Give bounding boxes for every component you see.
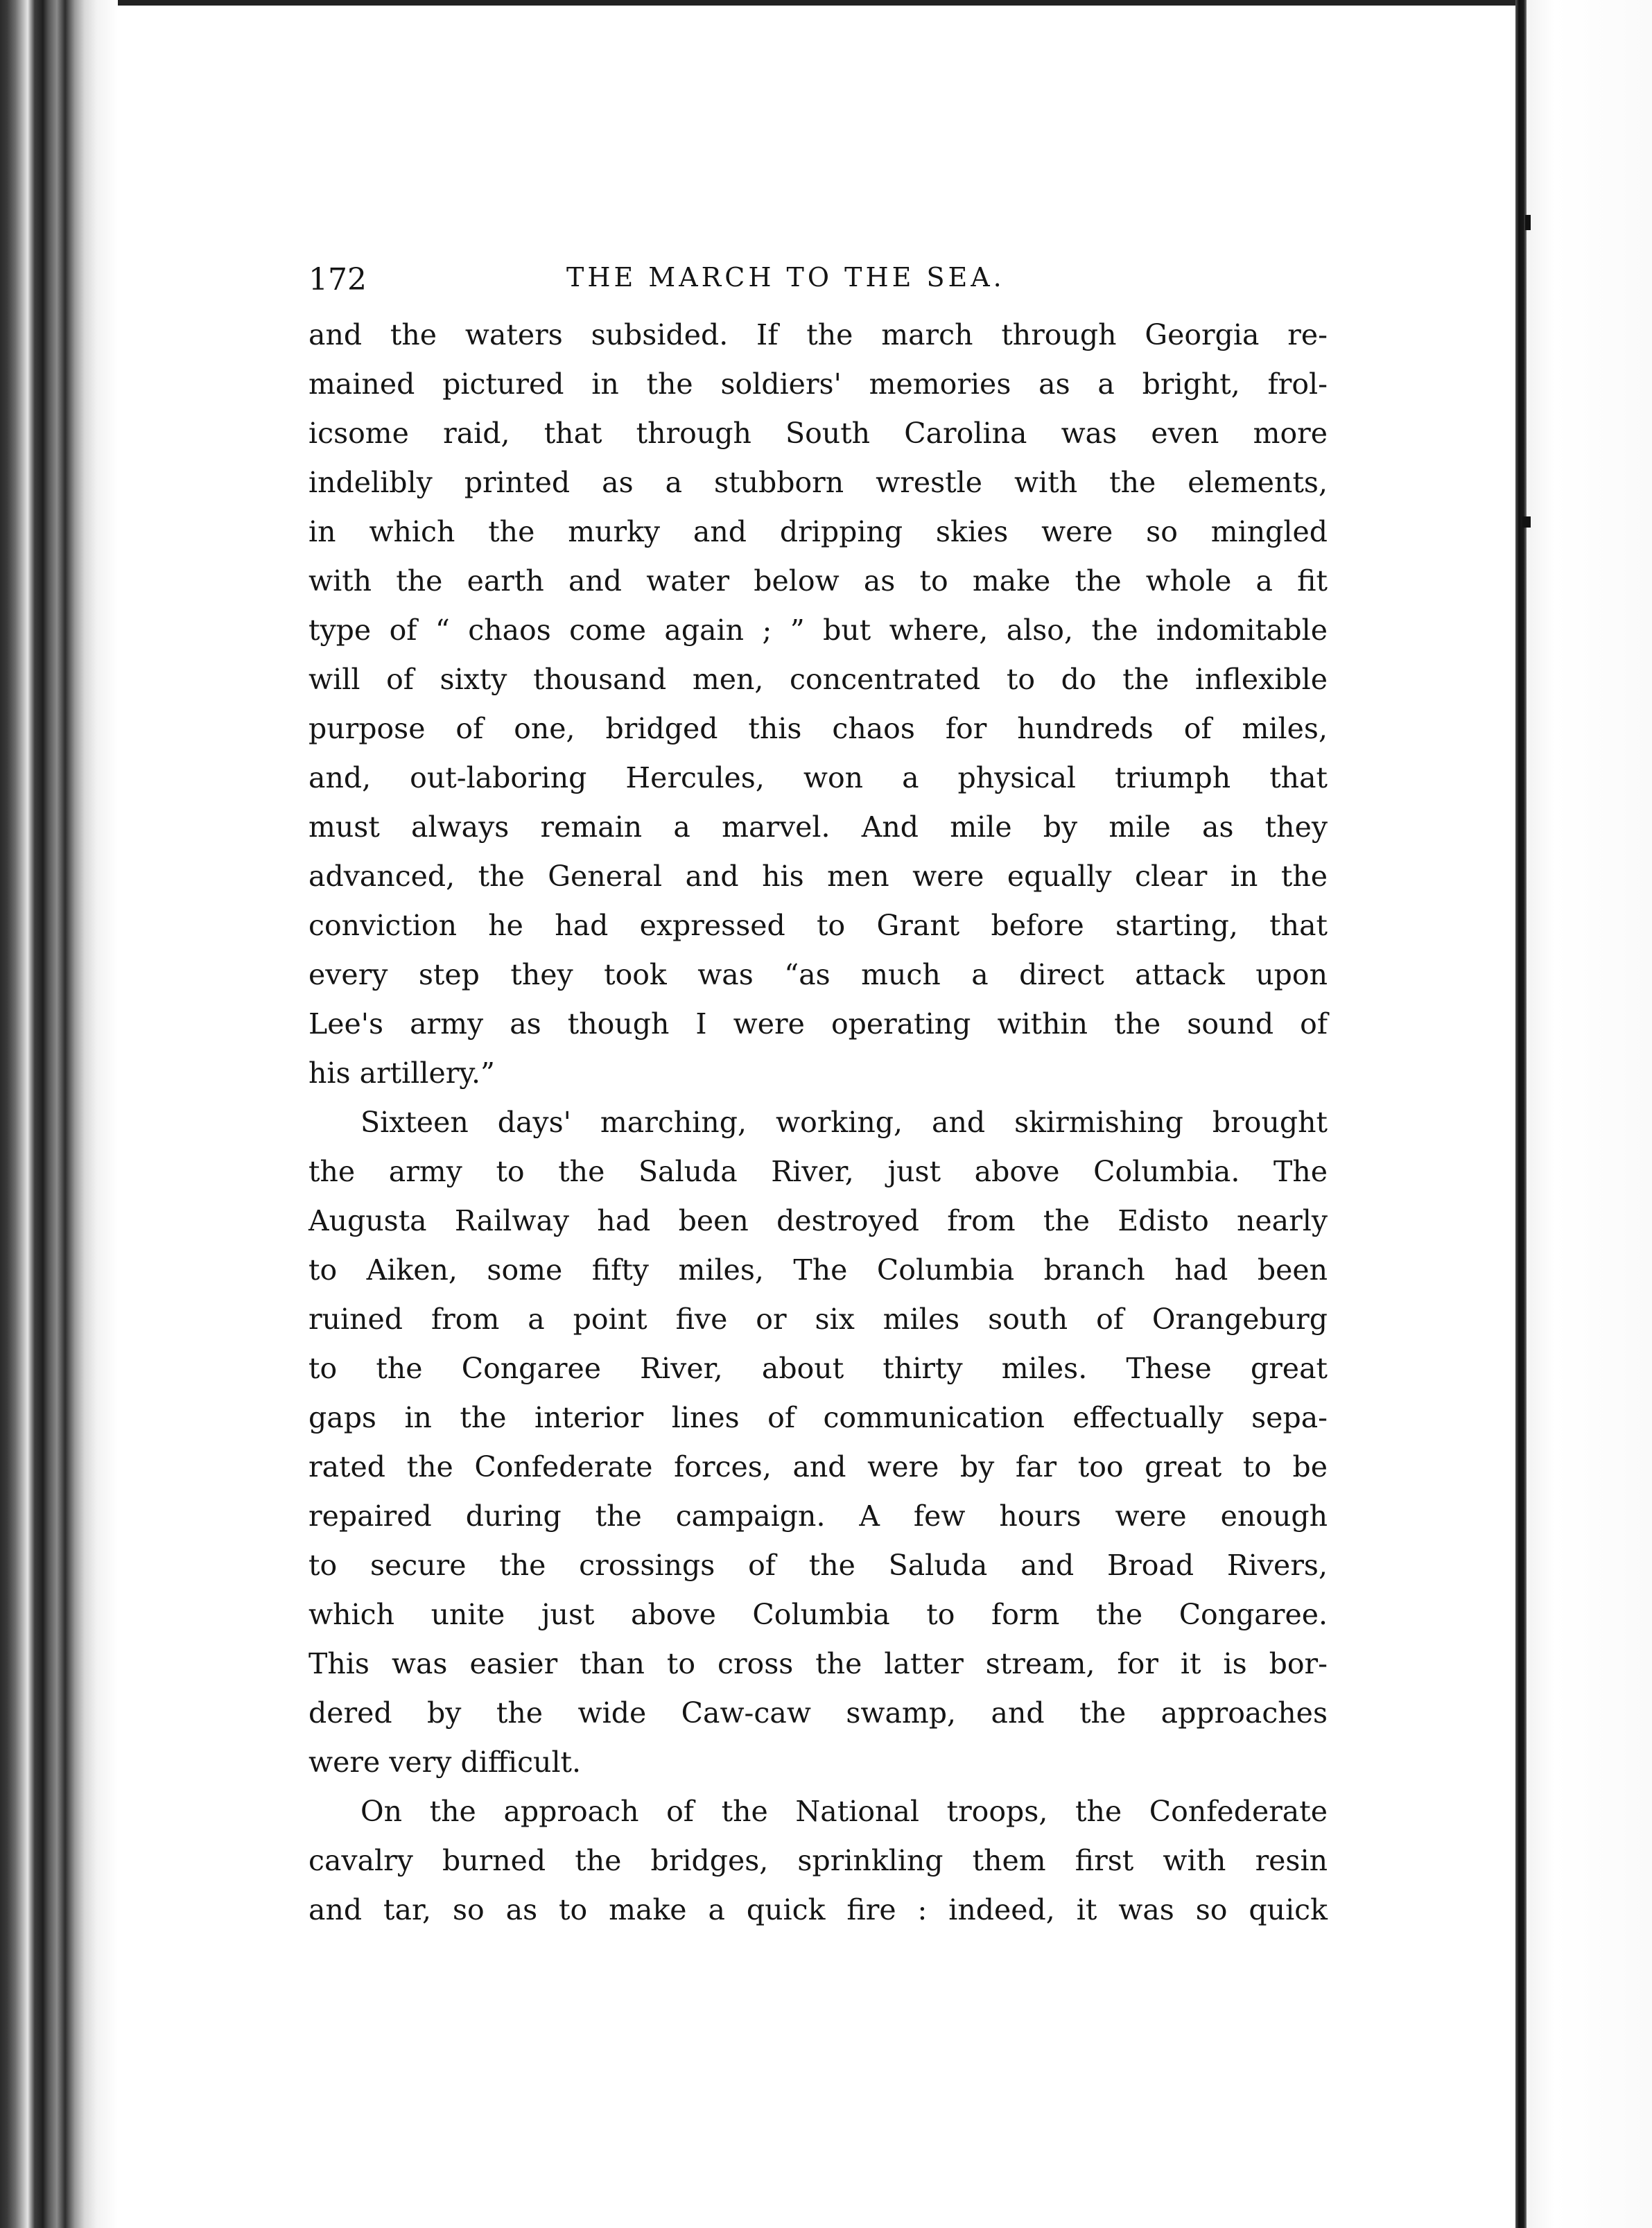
page-header [308,254,1328,309]
paragraph-1 [308,311,1328,1098]
text-line: mained pictured in the soldiers' memories as a bright, frol- [308,367,1328,401]
top-edge-shadow [0,0,1525,6]
text-line: repaired during the campaign. A few hours were enough [308,1499,1328,1533]
page-content [308,254,1328,1935]
text-line: This was easier than to cross the latter stream, for it is bor- [308,1647,1328,1680]
running-head: THE MARCH TO THE SEA. [566,262,1005,293]
text-line: Lee's army as though I were operating within the sound of [308,1007,1328,1041]
text-line: in which the murky and dripping skies were so mingled [308,515,1328,548]
text-line: and, out-laboring Hercules, won a physical triumph that [308,761,1328,794]
text-line: will of sixty thousand men, concentrated to do the inflexible [308,663,1328,696]
text-line: ruined from a point five or six miles south of Orangeburg [308,1303,1328,1336]
gutter-mark-lower [1522,516,1531,528]
left-binding-edge [0,0,118,2228]
text-line: to the Congaree River, about thirty miles. These great [308,1352,1328,1385]
text-line: conviction he had expressed to Grant before starting, that [308,909,1328,942]
text-line: and tar, so as to make a quick fire : indeed, it was so quick [308,1893,1328,1926]
text-line: with the earth and water below as to make the whole a fit [308,564,1328,598]
text-line: advanced, the General and his men were equally clear in the [308,860,1328,893]
text-line: every step they took was “as much a direct attack upon [308,958,1328,991]
paragraph-3 [308,1787,1328,1935]
right-gutter-line [1515,0,1527,2228]
text-line: to secure the crossings of the Saluda and Broad Rivers, [308,1549,1328,1582]
text-line: Sixteen days' marching, working, and skirmishing brought [360,1106,1328,1139]
text-line: On the approach of the National troops, the Confederate [360,1795,1328,1828]
body-text [308,311,1328,1935]
page-number: 172 [308,262,367,297]
text-line: rated the Confederate forces, and were by far too great to be [308,1450,1328,1483]
text-line: type of “ chaos come again ; ” but where, also, the indomitable [308,613,1328,647]
text-line: and the waters subsided. If the march through Georgia re- [308,318,1328,351]
text-line: dered by the wide Caw-caw swamp, and the approaches [308,1696,1328,1730]
text-line: to Aiken, some fifty miles, The Columbia branch had been [308,1253,1328,1287]
text-line: indelibly printed as a stubborn wrestle with the elements, [308,466,1328,499]
text-line: cavalry burned the bridges, sprinkling them first with resin [308,1844,1328,1877]
text-line: purpose of one, bridged this chaos for hundreds of miles, [308,712,1328,745]
gutter-mark-upper [1525,215,1531,230]
text-line: Augusta Railway had been destroyed from the Edisto nearly [308,1204,1328,1237]
text-line: which unite just above Columbia to form the Congaree. [308,1598,1328,1631]
paragraph-2 [308,1098,1328,1787]
text-line: were very difficult. [308,1746,582,1779]
text-line: must always remain a marvel. And mile by mile as they [308,810,1328,844]
facing-page-edge [1527,0,1652,2228]
text-line: the army to the Saluda River, just above Columbia. The [308,1155,1328,1188]
text-line: his artillery.” [308,1056,496,1090]
text-line: icsome raid, that through South Carolina was even more [308,417,1328,450]
text-line: gaps in the interior lines of communication effectually sepa- [308,1401,1328,1434]
